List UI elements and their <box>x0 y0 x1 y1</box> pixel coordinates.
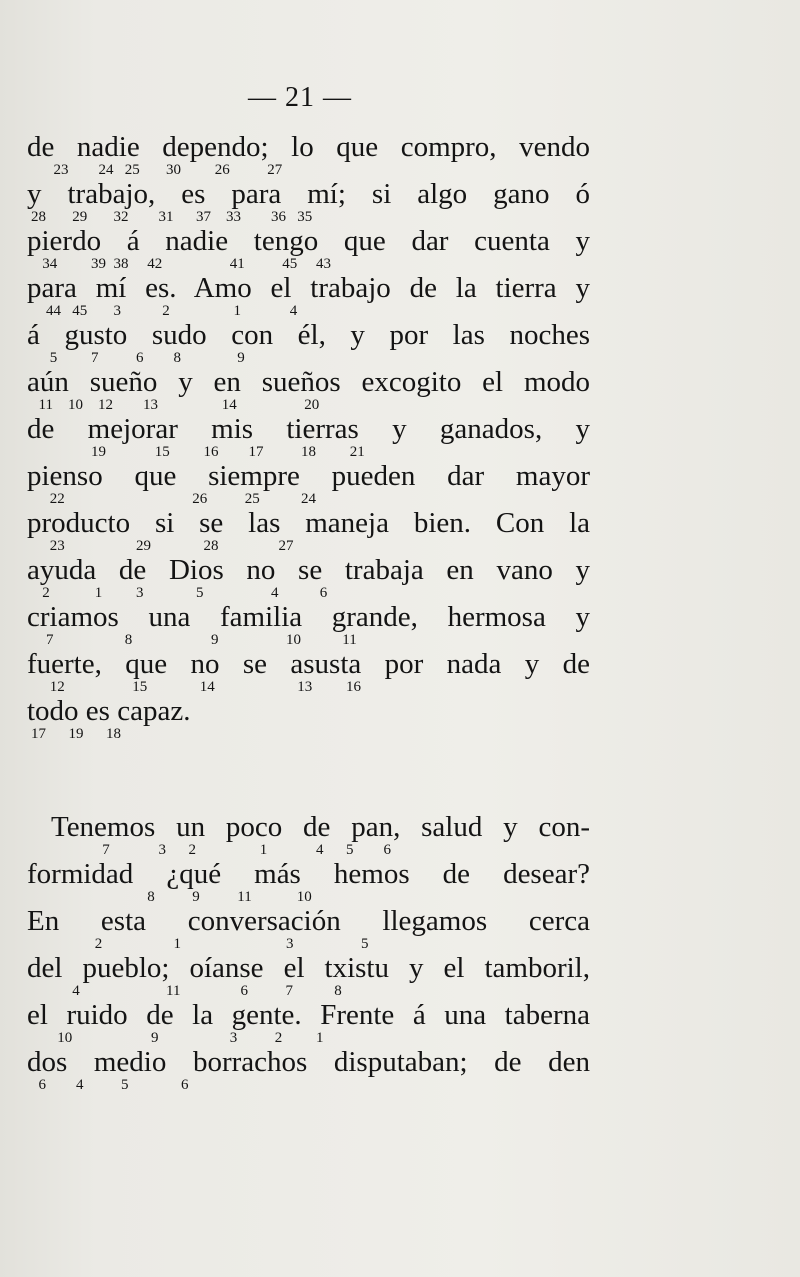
word-order-numbers: 10 9 3 2 1 <box>31 1030 324 1046</box>
word-order-numbers: 34 39 38 42 41 45 43 <box>31 256 331 272</box>
text-line: aún sueño y en sueños excogito el modo <box>27 366 590 398</box>
word-order-numbers: 2 1 3 5 4 6 <box>31 585 328 601</box>
word-order-numbers: 28 29 32 31 37 33 36 35 <box>31 209 313 225</box>
text-line: el ruido de la gente. Frente á una taberna <box>27 999 590 1031</box>
text-line: todo es capaz. <box>27 695 191 727</box>
word-order-numbers: 17 19 18 <box>31 726 121 742</box>
text-line: criamos una familia grande, hermosa y <box>27 601 590 633</box>
text-line: y trabajo, es para mí; si algo gano ó <box>27 178 590 210</box>
text-line: de nadie dependo; lo que compro, vendo <box>27 131 590 163</box>
page-number: — 21 — <box>248 82 352 113</box>
text-line: ayuda de Dios no se trabaja en vano y <box>27 554 590 586</box>
word-order-numbers: 4 11 6 7 8 <box>31 983 342 999</box>
paragraph-2 <box>27 812 590 1094</box>
text-line: Tenemos un poco de pan, salud y con- <box>51 811 590 843</box>
word-order-numbers: 12 15 14 13 16 <box>31 679 361 695</box>
text-line: fuerte, que no se asusta por nada y de <box>27 648 590 680</box>
word-order-numbers: 7 3 2 1 4 5 6 <box>31 842 391 858</box>
text-line: del pueblo; oíanse el txistu y el tamboril, <box>27 952 590 984</box>
word-order-numbers: 23 24 25 30 26 27 <box>31 162 283 178</box>
text-line: En esta conversación llegamos cerca <box>27 905 590 937</box>
text-line: pienso que siempre pueden dar mayor <box>27 460 590 492</box>
word-order-numbers: 11 10 12 13 14 20 <box>31 397 320 413</box>
paragraph-1 <box>27 132 590 743</box>
text-line: dos medio borrachos disputaban; de den <box>27 1046 590 1078</box>
text-line: á gusto sudo con él, y por las noches <box>27 319 590 351</box>
word-order-numbers: 8 9 11 10 <box>31 889 312 905</box>
word-order-numbers: 5 7 6 8 9 <box>31 350 245 366</box>
text-line: para mí es. Amo el trabajo de la tierra y <box>27 272 590 304</box>
word-order-numbers: 23 29 28 27 <box>31 538 294 554</box>
text-line: formidad ¿qué más hemos de desear? <box>27 858 590 890</box>
text-line: de mejorar mis tierras y ganados, y <box>27 413 590 445</box>
text-line: producto si se las maneja bien. Con la <box>27 507 590 539</box>
word-order-numbers: 44 45 3 2 1 4 <box>31 303 298 319</box>
text-line: pierdo á nadie tengo que dar cuenta y <box>27 225 590 257</box>
word-order-numbers: 22 26 25 24 <box>31 491 316 507</box>
word-order-numbers: 19 15 16 17 18 21 <box>31 444 365 460</box>
word-order-numbers: 2 1 3 5 <box>31 936 369 952</box>
word-order-numbers: 7 8 9 10 11 <box>31 632 357 648</box>
word-order-numbers: 6 4 5 6 <box>31 1077 189 1093</box>
